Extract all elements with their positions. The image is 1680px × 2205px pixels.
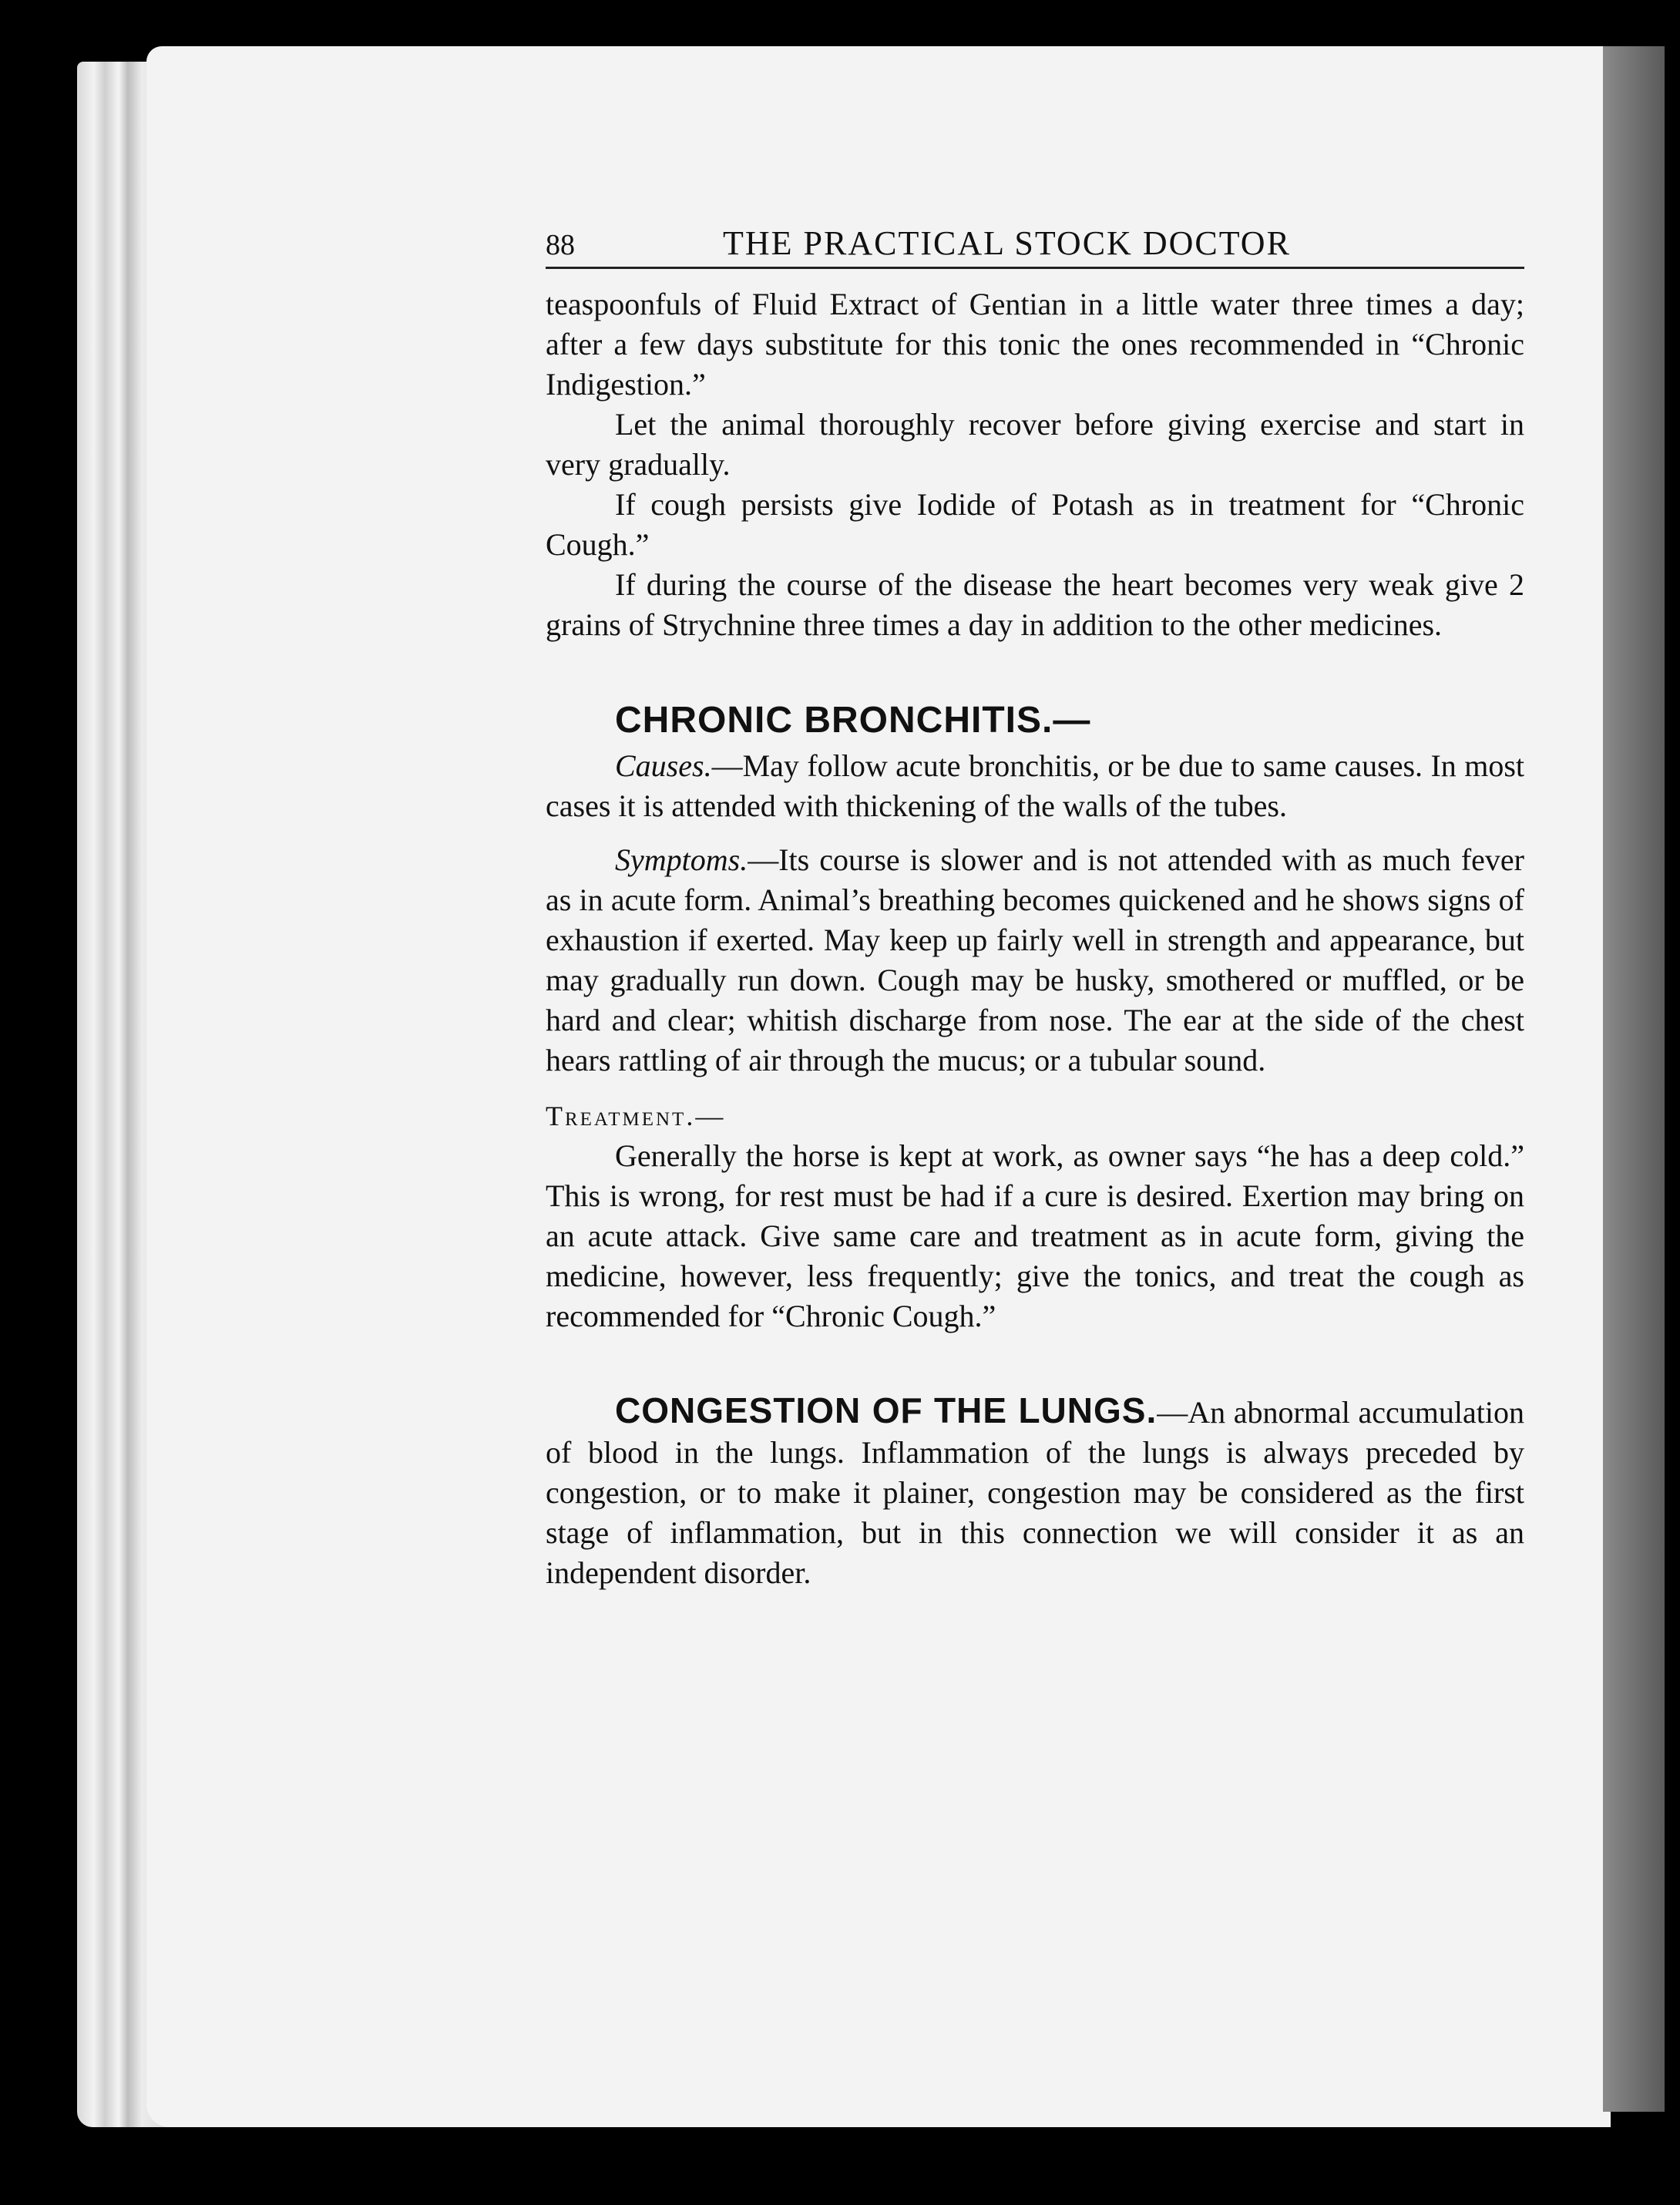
treatment-label: Treatment.— — [546, 1101, 726, 1131]
paragraph-symptoms — [546, 840, 1524, 1081]
section-heading-chronic-bronchitis: CHRONIC BRONCHITIS.— — [615, 700, 1091, 741]
book-title: THE PRACTICAL STOCK DOCTOR — [723, 224, 1291, 262]
symptoms-label: Symptoms. — [615, 842, 748, 877]
paragraph-strychnine: If during the course of the disease the heart becomes very weak give 2 grains of Strychnine three times a day in addition to the other medicines. — [546, 567, 1524, 642]
book-gutter-shadow — [1603, 46, 1665, 2112]
causes-label: Causes. — [615, 748, 712, 783]
causes-text: —May follow acute bronchitis, or be due to same causes. In most cases it is attended with thickening of the walls of the tubes. — [546, 748, 1524, 823]
paragraph-causes — [546, 746, 1524, 826]
paragraph-gentian: teaspoonfuls of Fluid Extract of Gentian in a little water three times a day; after a few days substitute for this tonic the ones recommended in “Chronic Indigestion.” — [546, 287, 1524, 402]
running-head — [546, 213, 1524, 269]
section-heading-congestion: CONGESTION OF THE LUNGS. — [615, 1390, 1158, 1430]
paragraph-exercise: Let the animal thoroughly recover before giving exercise and start in very gradually. — [546, 407, 1524, 482]
paragraph-treatment: Generally the horse is kept at work, as owner says “he has a deep cold.” This is wrong, for rest must be had if a cure is desired. Exertion may bring on an acute attack. Give same care and treatment as in acute form, giving the medicine, however, less frequently; give the tonics, and treat the cough as recommended for “Chronic Cough.” — [546, 1138, 1524, 1333]
paragraph-congestion — [546, 1390, 1524, 1593]
congestion-text: —An abnormal accumulation of blood in the lungs. Inflammation of the lungs is always preceded by congestion, or to make it plainer, congestion may be considered as the first stage of inflammation, but in this connection we will consider it as an independent disorder. — [546, 1395, 1524, 1590]
page-number: 88 — [546, 229, 575, 261]
paragraph-cough: If cough persists give Iodide of Potash as in treatment for “Chronic Cough.” — [546, 487, 1524, 562]
symptoms-text: —Its course is slower and is not attended with as much fever as in acute form. Animal’s breathing becomes quickened and he shows signs of exhaustion if exerted. May keep up fairly well in strength and appearance, but may gradually run down. Cough may be husky, smothered or muffled, or be hard and clear; whitish discharge from nose. The ear at the side of the chest hears rattling of air through the mucus; or a tubular sound. — [546, 842, 1524, 1077]
page-content — [546, 213, 1524, 1593]
